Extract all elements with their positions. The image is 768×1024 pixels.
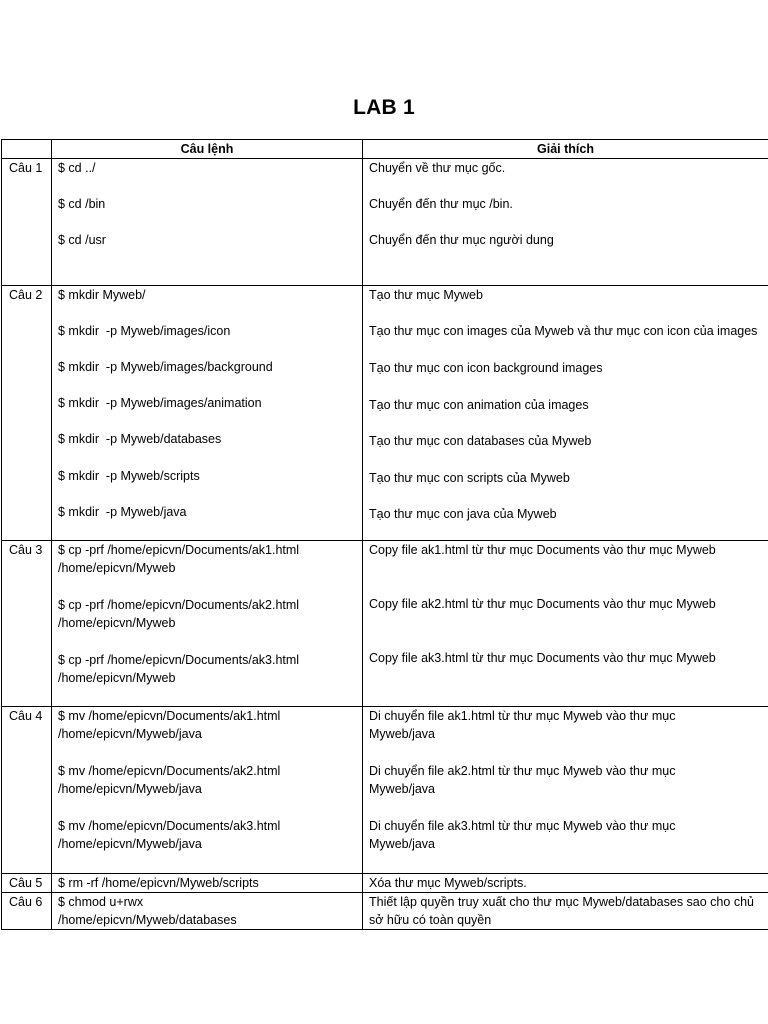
explanation-line: Di chuyển file ak3.html từ thư mục Myweb vào thư mục Myweb/java <box>369 819 679 851</box>
command-cell: $ rm -rf /home/epicvn/Myweb/scripts <box>52 874 363 893</box>
command-line: $ mv /home/epicvn/Documents/ak2.html /home/epicvn/Myweb/java <box>58 764 284 796</box>
table-row <box>2 893 768 930</box>
explanation-cell <box>363 541 768 707</box>
explanation-line: Tạo thư mục con animation của images <box>369 398 589 412</box>
explanation-line: Copy file ak1.html từ thư mục Documents vào thư mục Myweb <box>369 543 716 557</box>
explanation-line: Di chuyển file ak1.html từ thư mục Myweb vào thư mục Myweb/java <box>369 709 679 741</box>
row-number: Câu 1 <box>2 159 52 286</box>
table-row <box>2 874 768 893</box>
header-num <box>2 140 52 159</box>
explanation-line: Chuyển về thư mục gốc. <box>369 161 506 175</box>
command-line: $ mkdir -p Myweb/databases <box>58 432 222 446</box>
command-cell <box>52 707 363 874</box>
explanation-cell: Xóa thư mục Myweb/scripts. <box>363 874 768 893</box>
row-number: Câu 3 <box>2 541 52 707</box>
explanation-line: Thiết lập quyền truy xuất cho thư mục Myweb/databases sao cho chủ sở hữu có toàn quyền <box>369 895 754 927</box>
explanation-line: Tạo thư mục con databases của Myweb <box>369 434 592 448</box>
page-title: LAB 1 <box>353 96 415 119</box>
explanation-line: Tạo thư mục con java của Myweb <box>369 507 557 521</box>
explanation-line: Tạo thư mục Myweb <box>369 288 483 302</box>
command-line: $ mv /home/epicvn/Documents/ak3.html /home/epicvn/Myweb/java <box>58 819 284 851</box>
table-row <box>2 541 768 707</box>
row-number: Câu 6 <box>2 893 52 930</box>
command-line: $ mv /home/epicvn/Documents/ak1.html /home/epicvn/Myweb/java <box>58 709 284 741</box>
explanation-line: Tạo thư mục con icon background images <box>369 361 603 375</box>
command-cell <box>52 286 363 541</box>
explanation-cell <box>363 707 768 874</box>
explanation-line: Chuyển đến thư mục người dung <box>369 233 554 247</box>
command-cell <box>52 159 363 286</box>
table-row <box>2 707 768 874</box>
header-explanation: Giải thích <box>363 140 768 159</box>
row-number: Câu 2 <box>2 286 52 541</box>
explanation-line: Copy file ak3.html từ thư mục Documents vào thư mục Myweb <box>369 651 716 665</box>
explanation-cell <box>363 893 768 930</box>
command-cell <box>52 893 363 930</box>
command-line: $ cd ../ <box>58 161 96 175</box>
command-line: $ mkdir -p Myweb/images/background <box>58 360 273 374</box>
command-line: $ cp -prf /home/epicvn/Documents/ak1.html /home/epicvn/Myweb <box>58 543 303 575</box>
command-line: $ cd /usr <box>58 233 106 247</box>
explanation-line: Chuyển đến thư mục /bin. <box>369 197 513 211</box>
explanation-line: Copy file ak2.html từ thư mục Documents vào thư mục Myweb <box>369 597 716 611</box>
explanation-cell <box>363 159 768 286</box>
command-line: $ cp -prf /home/epicvn/Documents/ak2.html /home/epicvn/Myweb <box>58 598 303 630</box>
table-row <box>2 286 768 541</box>
explanation-line: Di chuyển file ak2.html từ thư mục Myweb vào thư mục Myweb/java <box>369 764 679 796</box>
header-command: Câu lệnh <box>52 140 363 159</box>
lab-table <box>1 139 768 930</box>
explanation-cell <box>363 286 768 541</box>
command-line: $ mkdir -p Myweb/images/animation <box>58 396 262 410</box>
command-line: $ cd /bin <box>58 197 106 211</box>
command-line: $ mkdir -p Myweb/java <box>58 505 187 519</box>
command-line: $ mkdir Myweb/ <box>58 288 146 302</box>
table-header-row <box>2 140 768 159</box>
explanation-line: Tạo thư mục con images của Myweb và thư mục con icon của images <box>369 324 758 338</box>
command-line: $ mkdir -p Myweb/images/icon <box>58 324 231 338</box>
row-number: Câu 4 <box>2 707 52 874</box>
table-row <box>2 159 768 286</box>
command-line: $ cp -prf /home/epicvn/Documents/ak3.html /home/epicvn/Myweb <box>58 653 303 685</box>
command-line: $ mkdir -p Myweb/scripts <box>58 469 200 483</box>
command-cell <box>52 541 363 707</box>
row-number: Câu 5 <box>2 874 52 893</box>
explanation-line: Tạo thư mục con scripts của Myweb <box>369 471 570 485</box>
command-line: $ chmod u+rwx /home/epicvn/Myweb/databases <box>58 895 237 927</box>
